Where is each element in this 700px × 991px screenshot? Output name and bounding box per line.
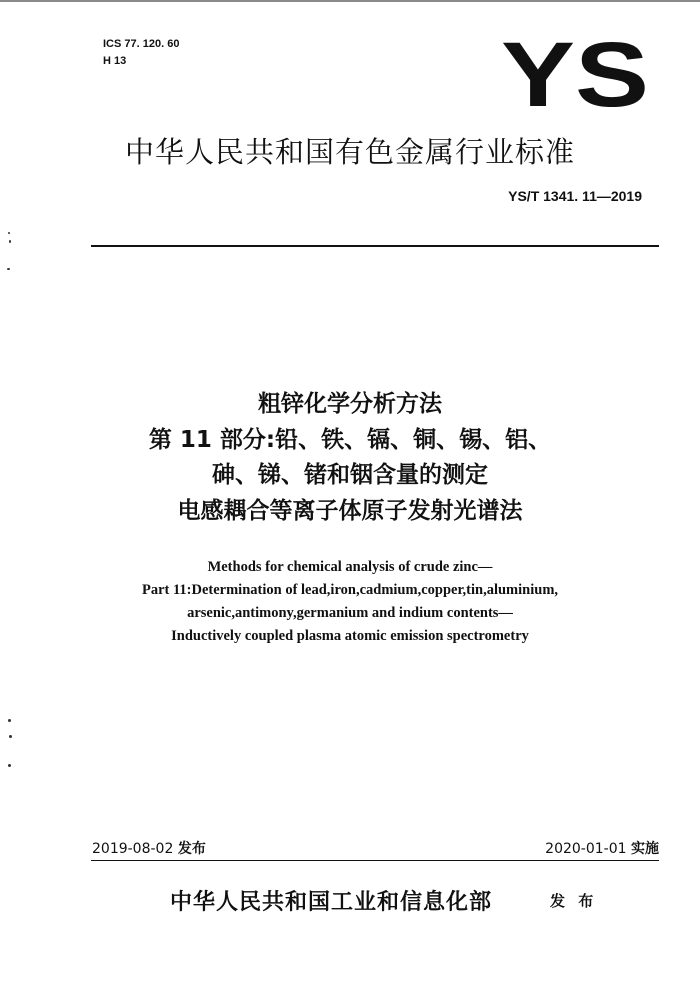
issue-date-label: 发布 [177, 841, 206, 857]
standard-number: YS/T 1341. 11—2019 [508, 188, 642, 204]
publisher-name: 中华人民共和国工业和信息化部 [170, 889, 493, 915]
chinese-title-line-4: 电感耦合等离子体原子发射光谱法 [177, 498, 523, 524]
implementation-date [545, 838, 659, 858]
scan-speck [8, 764, 11, 767]
ys-logo [500, 34, 650, 112]
organization-title: 中华人民共和国有色金属行业标准 [124, 135, 575, 169]
chinese-title-line-1: 粗锌化学分析方法 [258, 391, 442, 417]
ics-code: ICS 77. 120. 60 [103, 38, 180, 50]
english-title-line-3: arsenic,antimony,germanium and indium contents— [187, 605, 513, 621]
header-divider [91, 245, 659, 247]
footer-divider [91, 860, 659, 861]
scan-speck [9, 240, 11, 243]
publish-label: 发 布 [550, 892, 598, 910]
scan-speck [8, 232, 10, 234]
ccs-code: H 13 [103, 55, 127, 67]
chinese-title-line-3: 砷、锑、锗和铟含量的测定 [212, 462, 488, 488]
english-title-line-4: Inductively coupled plasma atomic emission spectrometry [171, 628, 529, 644]
implementation-date-label: 实施 [631, 841, 659, 857]
scan-speck [9, 735, 12, 738]
implementation-date-value: 2020-01-01 [545, 841, 627, 857]
issue-date [92, 838, 206, 858]
top-border [0, 0, 700, 2]
ys-logo-text: YS [501, 34, 649, 112]
chinese-title-line-2: 第 11 部分:铅、铁、镉、铜、锡、铝、 [148, 427, 552, 453]
scan-speck [8, 719, 11, 722]
issue-date-value: 2019-08-02 [92, 841, 174, 857]
english-title-line-2: Part 11:Determination of lead,iron,cadmium,copper,tin,aluminium, [141, 582, 559, 598]
english-title-line-1: Methods for chemical analysis of crude zinc— [207, 559, 493, 575]
scan-speck [7, 268, 10, 270]
